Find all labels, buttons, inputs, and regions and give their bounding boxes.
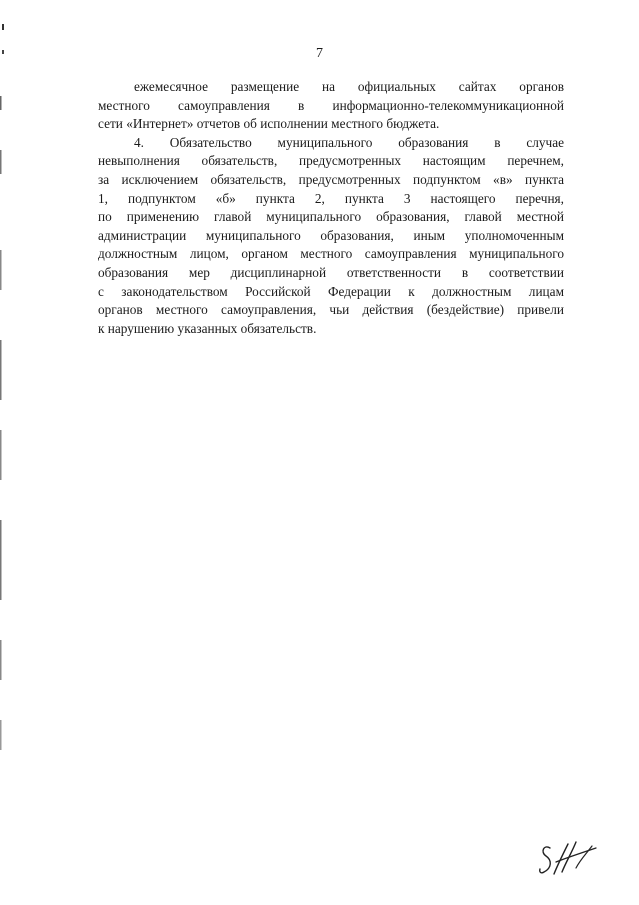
text-line: сети «Интернет» отчетов об исполнении местного бюджета. [98, 116, 440, 132]
text-line: должностным лицом, органом местного самоуправления муниципального [98, 246, 564, 262]
text-line: за исключением обязательств, предусмотренных подпунктом «в» пункта [98, 171, 564, 187]
text-line: 1, подпунктом «б» пункта 2, пункта 3 настоящего перечня, [98, 190, 564, 206]
handwritten-initials-signature [536, 838, 600, 882]
paragraph-1 [98, 78, 564, 134]
text-line: администрации муниципального образования, иным уполномоченным [98, 227, 564, 243]
page-number: 7 [316, 46, 323, 61]
text-line: образования мер дисциплинарной ответственности в соответствии [98, 264, 564, 280]
paragraph-2 [98, 134, 564, 339]
text-line: ежемесячное размещение на официальных сайтах органов [134, 79, 564, 94]
text-line: по применению главой муниципального образования, главой местной [98, 209, 564, 225]
text-line: органов местного самоуправления, чьи действия (бездействие) привели [98, 302, 564, 318]
text-line: к нарушению указанных обязательств. [98, 320, 317, 336]
text-line: с законодательством Российской Федерации к должностным лицам [98, 283, 564, 299]
body-text [98, 78, 564, 338]
text-line: 4. Обязательство муниципального образования в случае [134, 134, 564, 150]
text-line: местного самоуправления в информационно-телекоммуникационной [98, 97, 564, 113]
text-line: невыполнения обязательств, предусмотренных настоящим перечнем, [98, 153, 564, 169]
scan-margin-marks [0, 0, 24, 905]
